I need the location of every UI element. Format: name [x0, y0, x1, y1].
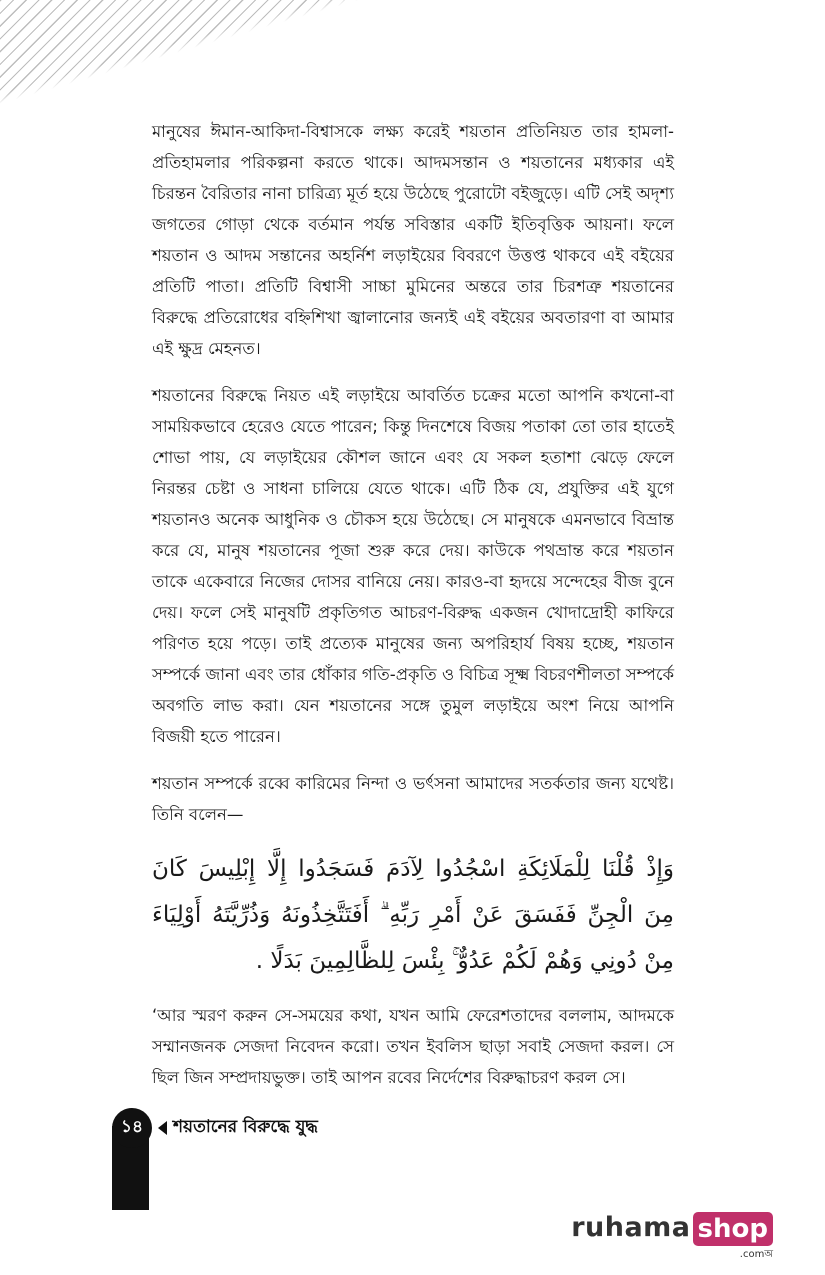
paragraph-1: মানুষের ঈমান-আকিদা-বিশ্বাসকে লক্ষ্য করেই শয়তান প্রতিনিয়ত তার হামলা-প্রতিহামলার পরিকল্পনা করতে থাকে। আদমসন্তান ও শয়তানের মধ্যকার এই চিরন্তন বৈরিতার নানা চারিত্র্য মূর্ত হয়ে উঠেছে পুরোটো বইজুড়ে। এটি সেই অদৃশ্য জগতের গোড়া থেকে বর্তমান পর্যন্ত সবিস্তার একটি ইতিবৃত্তিক আয়না। ফলে শয়তান ও আদম সন্তানের অহর্নিশ লড়াইয়ের বিবরণে উত্তপ্ত থাকবে এই বইয়ের প্রতিটি পাতা। প্রতিটি বিশ্বাসী সাচ্চা মুমিনের অন্তরে তার চিরশত্রু শয়তানের বিরুদ্ধে প্রতিরোধের বহ্নিশিখা জ্বালানোর জন্যই এই বইয়ের অবতারণা বা আমার এই ক্ষুদ্র মেহনত। — [152, 122, 674, 358]
verse-translation: ‘আর স্মরণ করুন সে-সময়ের কথা, যখন আমি ফেরেশতাদের বললাম, আদমকে সম্মানজনক সেজদা নিবেদন করো। তখন ইবলিস ছাড়া সবাই সেজদা করল। সে ছিল জিন সম্প্রদায়ভুক্ত। তাই আপন রবের নির্দেশের বিরুদ্ধাচরণ করল সে। — [152, 1006, 674, 1087]
page-body — [152, 116, 674, 1109]
watermark-shop-box — [691, 1212, 773, 1264]
watermark-name: ruhama — [571, 1212, 691, 1243]
watermark-domain: .comঅ — [739, 1249, 773, 1260]
corner-hatch-decoration — [0, 0, 360, 104]
triangle-left-icon — [158, 1121, 167, 1135]
page-footer — [112, 1108, 318, 1148]
paragraph-2: শয়তানের বিরুদ্ধে নিয়ত এই লড়াইয়ে আবর্তিত চক্রের মতো আপনি কখনো-বা সাময়িকভাবে হেরেও যেতে পারেন; কিন্তু দিনশেষে বিজয় পতাকা তো তার হাতেই শোভা পায়, যে লড়াইয়ের কৌশল জানে এবং যে সকল হতাশা ঝেড়ে ফেলে নিরন্তর চেষ্টা ও সাধনা চালিয়ে যেতে থাকে। এটি ঠিক যে, প্রযুক্তির এই যুগে শয়তানও অনেক আধুনিক ও চৌকস হয়ে উঠেছে। সে মানুষকে এমনভাবে বিভ্রান্ত করে যে, মানুষ শয়তানের পূজা শুরু করে দেয়। কাউকে পথভ্রান্ত করে শয়তান তাকে একেবারে নিজের দোসর বানিয়ে নেয়। কারও-বা হৃদয়ে সন্দেহের বীজ বুনে দেয়। ফলে সেই মানুষটি প্রকৃতিগত আচরণ-বিরুদ্ধ একজন খোদাদ্রোহী কাফিরে পরিণত হয়ে পড়ে। তাই প্রত্যেক মানুষের জন্য অপরিহার্য বিষয় হচ্ছে, শয়তান সম্পর্কে জানা এবং তার ধোঁকার গতি-প্রকৃতি ও বিচিত্র সূক্ষ্ম বিচরণশীলতা সম্পর্কে অবগতি লাভ করা। যেন শয়তানের সঙ্গে তুমুল লড়াইয়ে অংশ নিয়ে আপনি বিজয়ী হতে পারেন। — [152, 386, 674, 746]
running-title: শয়তানের বিরুদ্ধে যুদ্ধ — [173, 1117, 318, 1137]
paragraph-3: শয়তান সম্পর্কে রব্বে কারিমের নিন্দা ও ভর্ৎসনা আমাদের সতর্কতার জন্য যথেষ্ট। তিনি বলেন— — [152, 774, 674, 824]
watermark-logo — [571, 1212, 773, 1264]
page-number: ১৪ — [112, 1108, 152, 1148]
watermark-shop: shop — [693, 1212, 773, 1246]
quran-verse: وَإِذْ قُلْنَا لِلْمَلَائِكَةِ اسْجُدُوا لِآدَمَ فَسَجَدُوا إِلَّا إِبْلِيسَ كَانَ مِنَ الْجِنِّ فَفَسَقَ عَنْ أَمْرِ رَبِّهِ ۗ أَفَتَتَّخِذُونَهُ وَذُرِّيَّتَهُ أَوْلِيَاءَ مِنْ دُونِي وَهُمْ لَكُمْ عَدُوٌّ ۚ بِئْسَ لِلظَّالِمِينَ بَدَلًا . — [152, 856, 674, 974]
